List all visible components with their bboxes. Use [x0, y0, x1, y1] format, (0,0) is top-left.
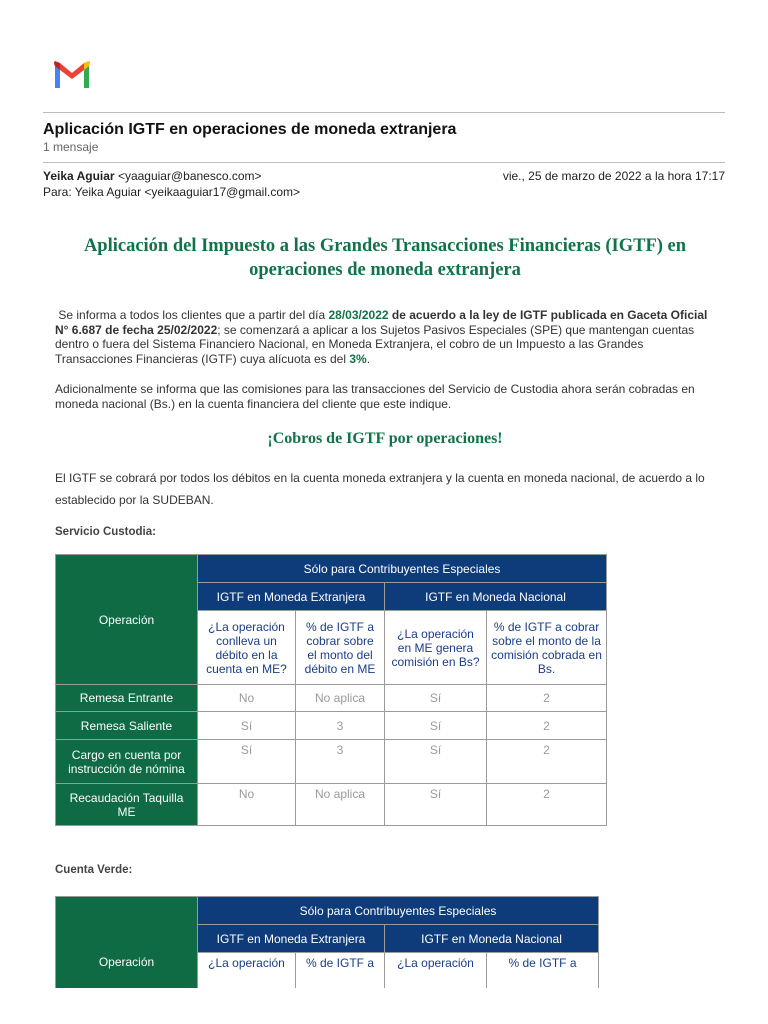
email-subject: Aplicación IGTF en operaciones de moneda extranjera — [43, 121, 457, 138]
paragraph-igtf: El IGTF se cobrará por todos los débitos en la cuenta moneda extranjera y la cuenta en moneda nacional, de acuerdo a lo establecido por la SUDEBAN. — [55, 471, 705, 507]
row-cell: 3 — [296, 712, 385, 740]
email-headline: Aplicación del Impuesto a las Grandes Transacciones Financieras (IGTF) en operaciones de moneda extranjera — [83, 236, 687, 280]
contribuyentes-header: Sólo para Contribuyentes Especiales — [198, 555, 607, 583]
table-row — [56, 740, 607, 784]
paragraph-intro — [55, 308, 715, 366]
row-operation: Recaudación Taquilla ME — [56, 784, 198, 826]
row-operation: Remesa Entrante — [56, 685, 198, 712]
row-cell: 2 — [487, 740, 607, 784]
verde-table — [55, 896, 599, 988]
question-debito-me: ¿La operación conlleva un débito en la cuenta en ME? — [198, 611, 296, 685]
intro-text-a: Se informa a todos los clientes que a partir del día — [58, 308, 329, 322]
row-cell: Sí — [385, 685, 487, 712]
operacion-header: Operación — [56, 897, 198, 989]
table-row — [56, 685, 607, 712]
question-pct-debito: % de IGTF a — [296, 953, 385, 989]
question-comision-bs: ¿La operación — [385, 953, 487, 989]
row-cell: Sí — [385, 712, 487, 740]
row-operation: Remesa Saliente — [56, 712, 198, 740]
row-operation: Cargo en cuenta por instrucción de nómina — [56, 740, 198, 784]
recipient-line: Para: Yeika Aguiar <yeikaaguiar17@gmail.com> — [43, 185, 301, 199]
row-cell: No — [198, 685, 296, 712]
cuenta-verde-label: Cuenta Verde: — [55, 864, 133, 876]
intro-date: 28/03/2022 — [328, 308, 389, 322]
question-comision-bs: ¿La operación en ME genera comisión en Bs? — [385, 611, 487, 685]
question-pct-debito: % de IGTF a cobrar sobre el monto del débito en ME — [296, 611, 385, 685]
contribuyentes-header: Sólo para Contribuyentes Especiales — [198, 897, 599, 925]
moneda-extranjera-header: IGTF en Moneda Extranjera — [198, 925, 385, 953]
operacion-header: Operación — [56, 555, 198, 685]
sender-line — [43, 169, 262, 183]
row-cell: Sí — [385, 784, 487, 826]
row-cell: 2 — [487, 712, 607, 740]
row-cell: 2 — [487, 685, 607, 712]
question-pct-comision: % de IGTF a — [487, 953, 599, 989]
row-cell: 2 — [487, 784, 607, 826]
sender-email: <yaaguiar@banesco.com> — [117, 169, 262, 183]
custodia-table — [55, 554, 607, 826]
row-cell: Sí — [198, 712, 296, 740]
intro-law: de acuerdo a la ley de IGTF publicada en Gaceta Oficial N° 6.687 de fecha 25/02/2022 — [55, 308, 708, 337]
moneda-nacional-header: IGTF en Moneda Nacional — [385, 925, 599, 953]
verde-table-clip — [55, 896, 615, 988]
intro-rate: 3% — [349, 351, 367, 366]
servicio-custodia-label: Servicio Custodia: — [55, 526, 156, 538]
gmail-logo-icon — [52, 58, 92, 90]
intro-text-c: ; se comenzará a aplicar a los Sujetos Pasivos Especiales (SPE) que mantengan cuentas dentro o fuera del Sistema Financiero Nacional, en Moneda Extranjera, el cobro de un Impuesto a las Grandes Transacciones Financieras (IGTF) cuya alícuota es del — [55, 322, 695, 366]
row-cell: Sí — [385, 740, 487, 784]
email-date: vie., 25 de marzo de 2022 a la hora 17:17 — [502, 169, 725, 183]
table-row — [56, 784, 607, 826]
intro-end: . — [366, 351, 371, 366]
moneda-nacional-header: IGTF en Moneda Nacional — [385, 583, 607, 611]
row-cell: Sí — [198, 740, 296, 784]
cobros-subheading: ¡Cobros de IGTF por operaciones! — [267, 430, 503, 447]
row-cell: No aplica — [296, 784, 385, 826]
question-pct-comision: % de IGTF a cobrar sobre el monto de la comisión cobrada en Bs. — [487, 611, 607, 685]
sender-name: Yeika Aguiar — [43, 169, 115, 183]
row-cell: 3 — [296, 740, 385, 784]
header-divider — [43, 162, 725, 163]
row-cell: No — [198, 784, 296, 826]
paragraph-custodia: Adicionalmente se informa que las comisiones para las transacciones del Servicio de Custodia ahora serán cobradas en moneda nacional (Bs.) en la cuenta financiera del cliente que este indique. — [55, 382, 695, 411]
message-count: 1 mensaje — [43, 140, 99, 154]
table-row — [56, 712, 607, 740]
row-cell: No aplica — [296, 685, 385, 712]
top-divider — [43, 112, 725, 113]
moneda-extranjera-header: IGTF en Moneda Extranjera — [198, 583, 385, 611]
question-debito-me: ¿La operación — [198, 953, 296, 989]
